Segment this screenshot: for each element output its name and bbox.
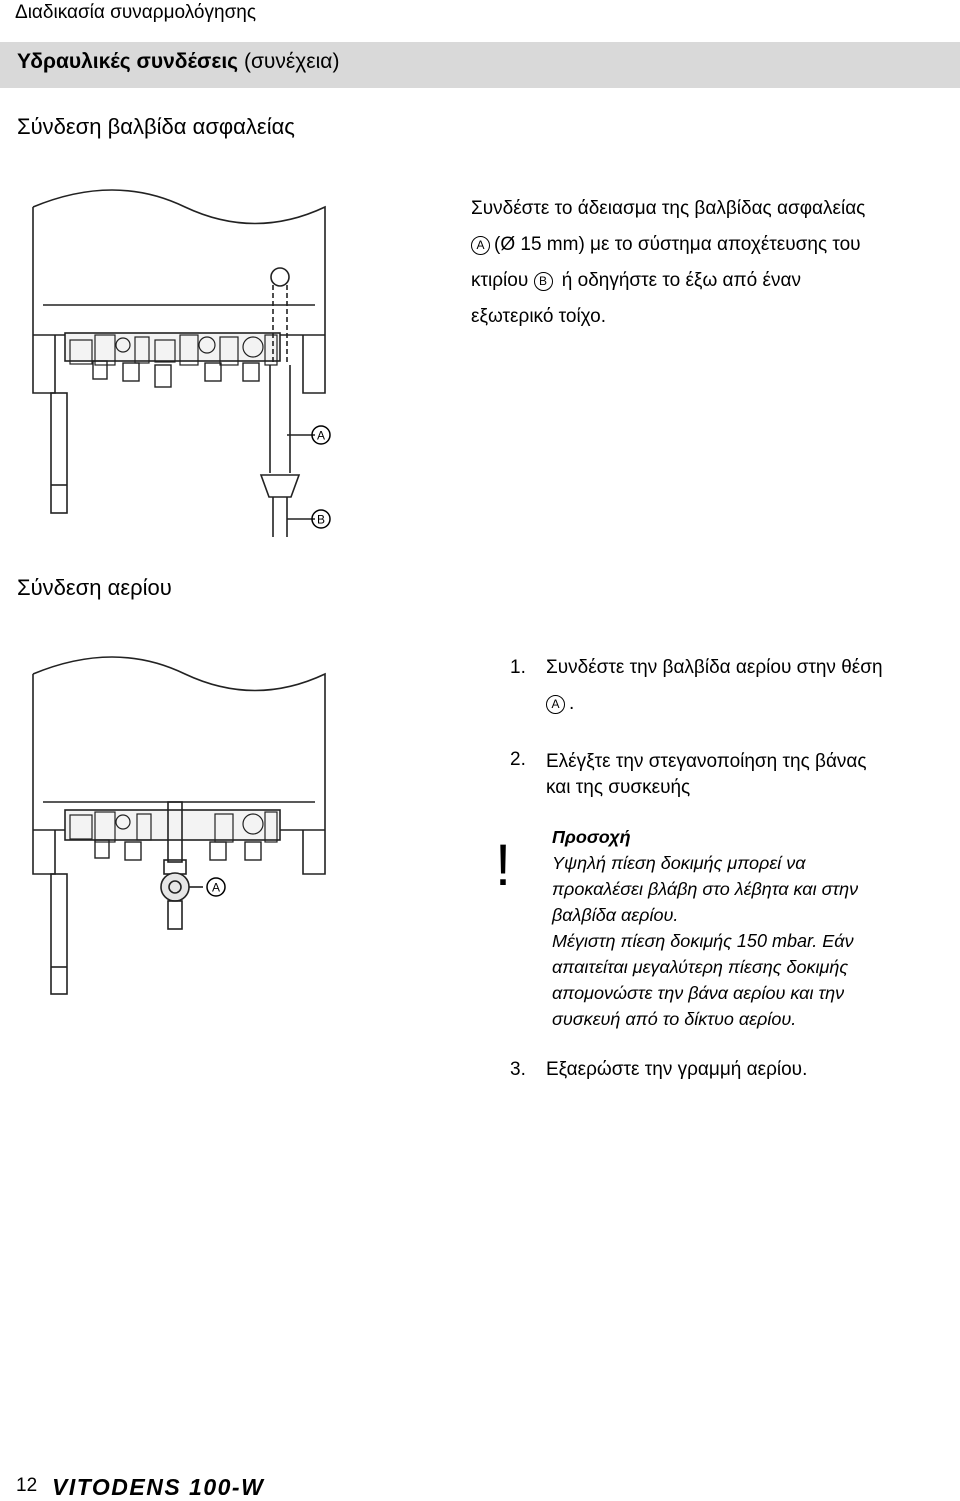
safety-valve-heading: Σύνδεση βαλβίδα ασφαλείας — [17, 114, 295, 139]
page-number: 12 — [16, 1475, 38, 1496]
svg-text:A: A — [316, 428, 326, 443]
svg-text:A: A — [211, 880, 221, 895]
gas-heading: Σύνδεση αερίου — [17, 575, 172, 600]
gas-figure — [25, 652, 345, 1007]
step-2-number: 2. — [510, 749, 526, 770]
marker-b: B — [534, 272, 553, 291]
warning-block: Προσοχή Υψηλή πίεση δοκιμής μπορεί να προκαλέσει βλάβη στο λέβητα και στην βαλβίδα αερίου. Μέγιστη πίεση δοκιμής 150 mbar. Εάν απαιτείται μεγαλύτερη πίεσης δοκιμής απομονώστε την βάνα αερίου και την συσκευή από το δίκτυο αερίου. — [552, 824, 858, 1032]
section-header — [0, 42, 960, 88]
step-2-text: Ελέγξτε την στεγανοποίηση της βάνας και της συσκευής — [546, 751, 867, 798]
step-3-number: 3. — [510, 1059, 526, 1080]
warning-icon: ! — [495, 833, 512, 898]
step-1-marker: A . — [546, 693, 574, 715]
gas-figure-label-a — [207, 878, 225, 896]
safety-valve-paragraph: Συνδέστε το άδειασμα της βαλβίδας ασφαλείας A (Ø 15 mm) με το σύστημα αποχέτευσης του κτιρίου B ή οδηγήστε το έξω από έναν εξωτερικό τοίχο. — [471, 198, 866, 327]
running-header: Διαδικασία συναρμολόγησης — [15, 2, 257, 23]
step-1-number: 1. — [510, 657, 526, 678]
safety-valve-figure — [25, 185, 345, 540]
step-3-text: Εξαερώστε την γραμμή αερίου. — [546, 1059, 808, 1080]
step-1-text: Συνδέστε την βαλβίδα αερίου στην θέση — [546, 657, 883, 678]
warning-title: Προσοχή — [552, 827, 631, 847]
marker-a: A — [471, 236, 490, 255]
section-title: Υδραυλικές συνδέσεις (συνέχεια) — [17, 50, 340, 73]
svg-text:B: B — [316, 512, 326, 527]
product-name: VITODENS 100-W — [52, 1474, 265, 1500]
